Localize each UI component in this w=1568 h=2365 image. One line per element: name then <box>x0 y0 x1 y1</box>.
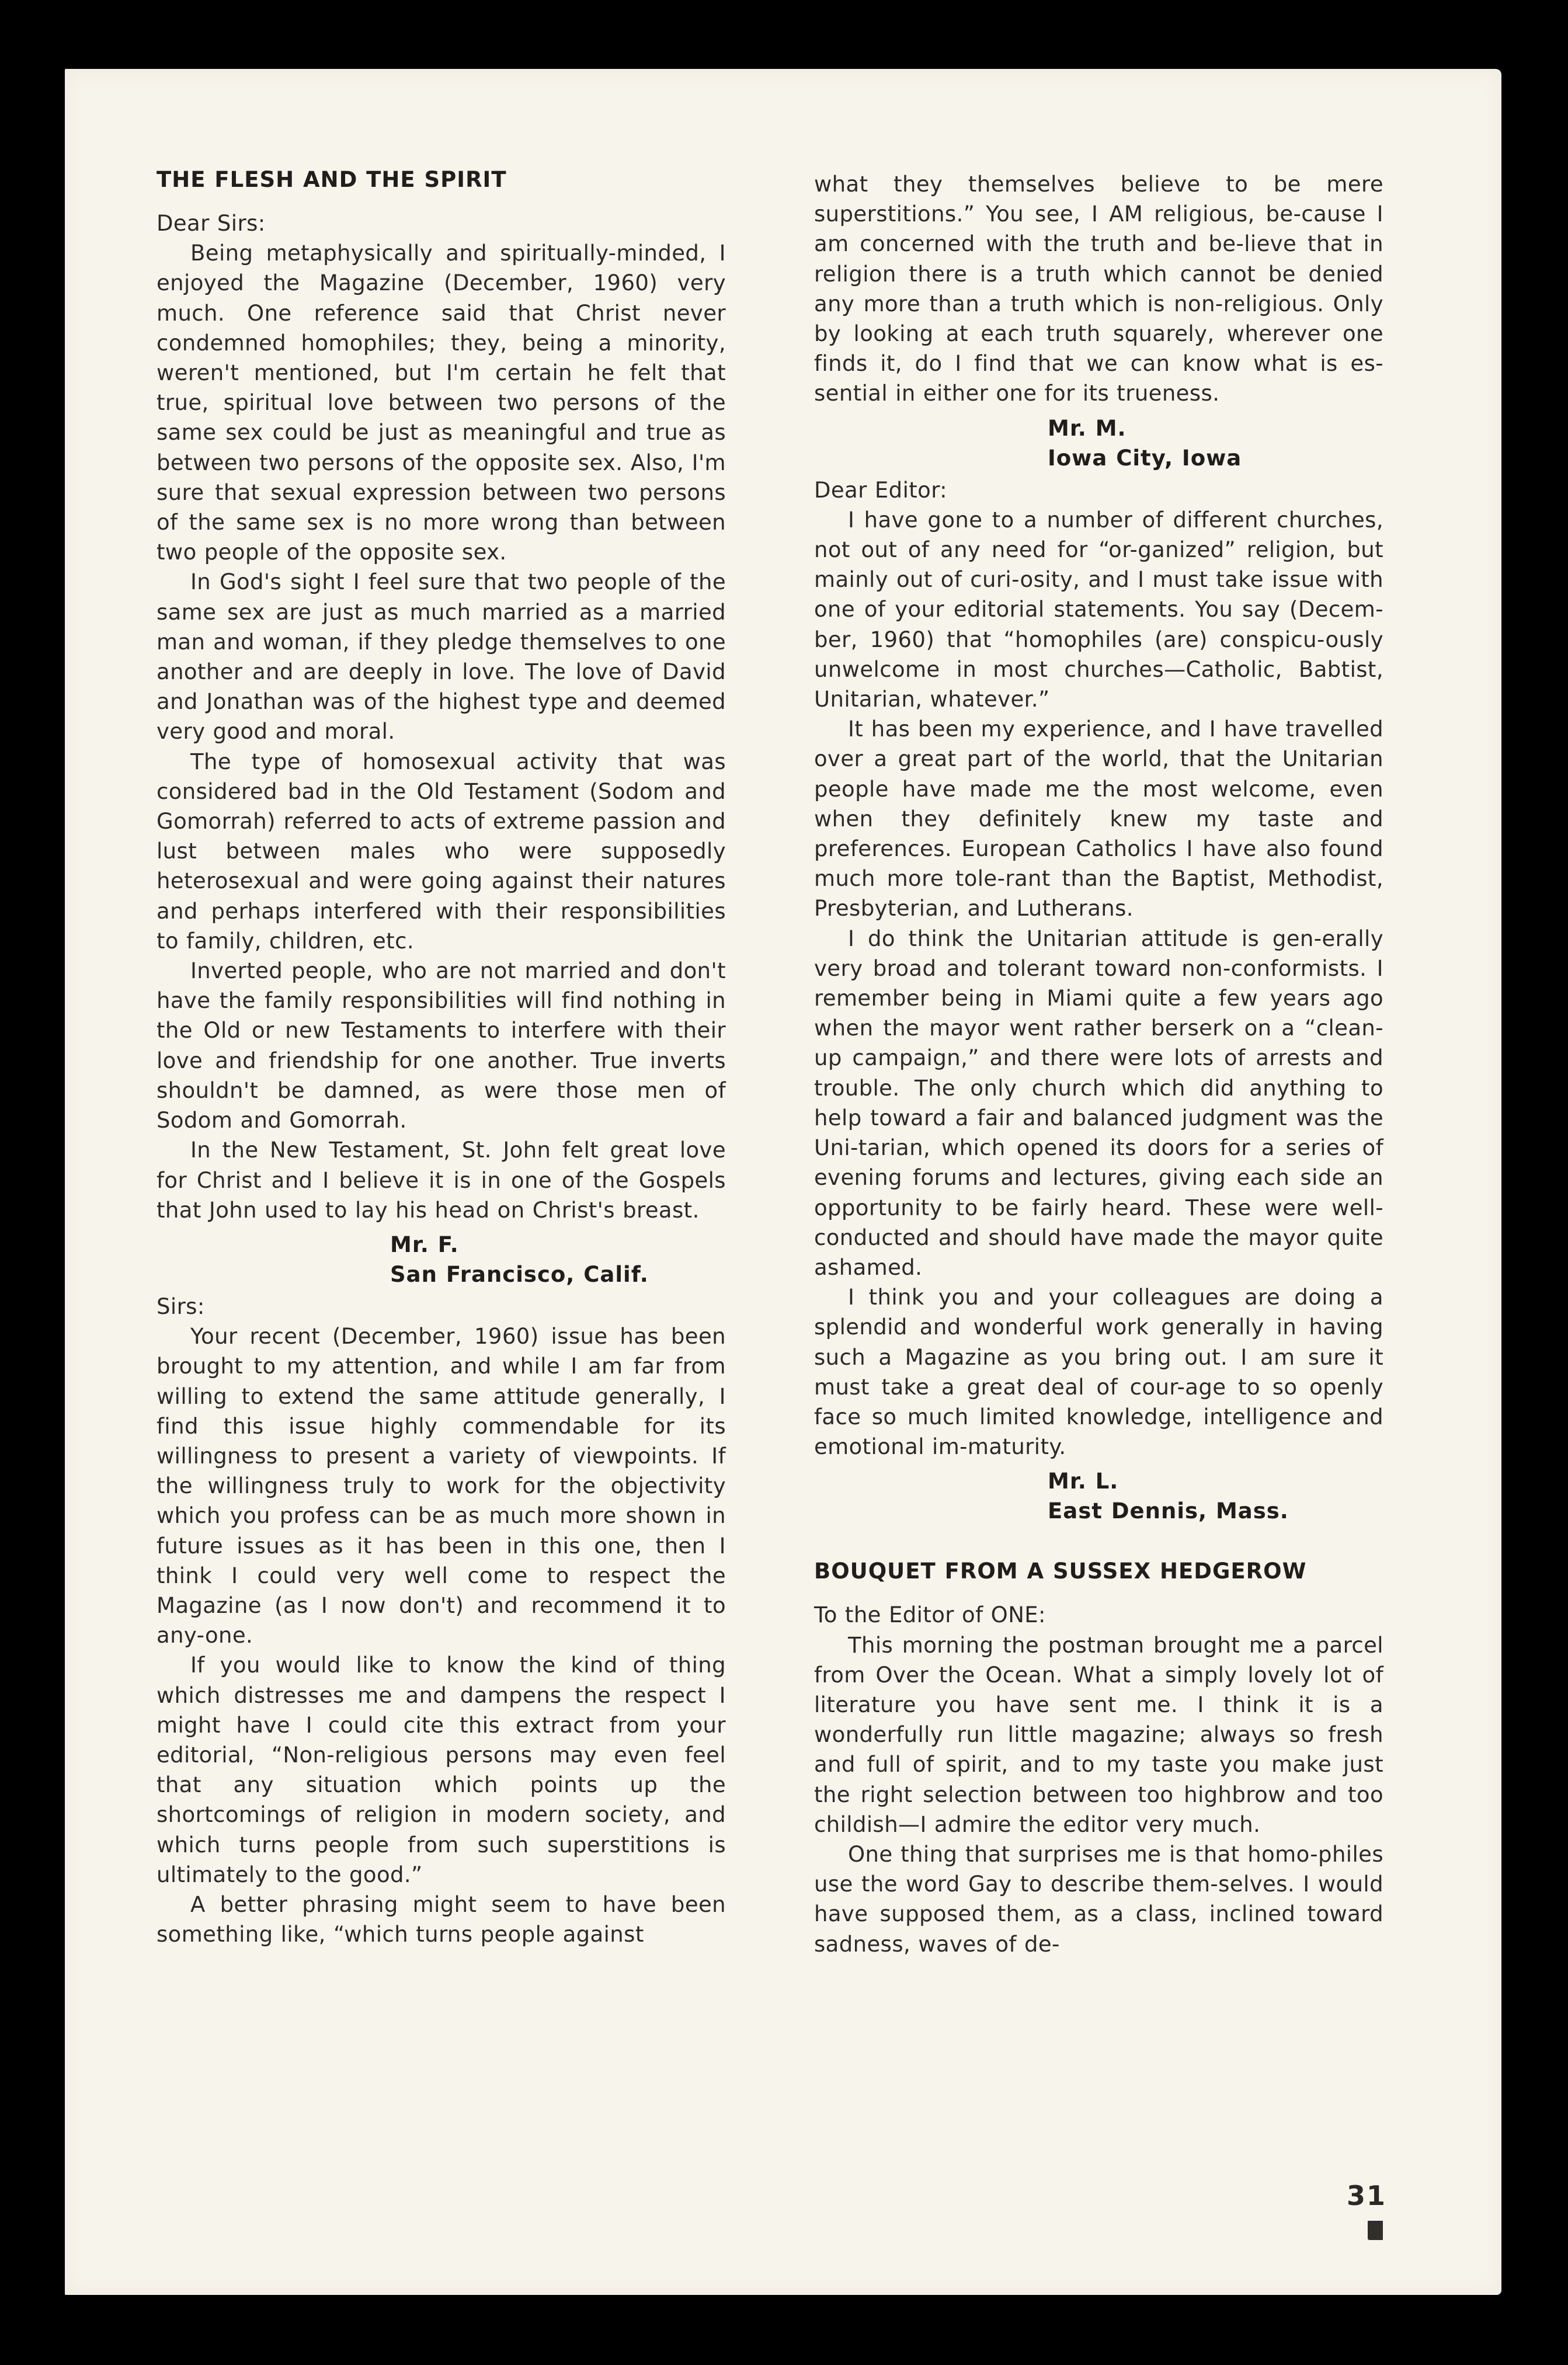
letter-salutation: Dear Editor: <box>814 477 948 503</box>
right-column <box>814 169 1383 1959</box>
letter-paragraph: In God's sight I feel sure that two people of the same sex are just as much married as a married man and woman, if they pledge themselves to one another and are deeply in love. The love of David and Jonathan was of the highest type and deemed very good and moral. <box>157 569 726 745</box>
letter-paragraph: If you would like to know the kind of thing which distresses me and dampens the respect I might have I could cite this extract from your editorial, “Non-religious persons may even feel that any situation which points up the shortcomings of religion in modern society, and which turns people from such superstitions is ultimately to the good.” <box>157 1653 726 1887</box>
signature-place: Iowa City, Iowa <box>1048 445 1242 471</box>
letter-paragraph: It has been my experience, and I have travelled over a great part of the world, that the Unitarian people have made me the most welcome, even when they definitely knew my taste and preferences. European Catholics I have also found much more tole-rant than the Baptist, Methodist, Presbyterian, and Lutherans. <box>814 717 1383 921</box>
section-heading-flesh-and-spirit: THE FLESH AND THE SPIRIT <box>157 167 507 192</box>
letter-salutation: Dear Sirs: <box>157 211 266 236</box>
letter-paragraph: I have gone to a number of different churches, not out of any need for “or-ganized” religion, but mainly out of curi-osity, and I must take issue with one of your editorial statements. You say (Decem-ber, 1960) that “homophiles (are) conspicu-ously unwelcome in most churches—Catholic, Babtist, Unitarian, whatever.” <box>814 507 1383 712</box>
letter-signature <box>814 413 1383 473</box>
letter-paragraph: Inverted people, who are not married and don't have the family responsibilities will find nothing in the Old or new Testaments to interfere with their love and friendship for one another. True inverts shouldn't be damned, as were those men of Sodom and Gomorrah. <box>157 958 726 1133</box>
letter-paragraph: I think you and your colleagues are doing a splendid and wonderful work generally in having such a Magazine as you bring out. I am sure it must take a great deal of cour-age to so openly face so much limited knowledge, intelligence and emotional im-maturity. <box>814 1285 1383 1460</box>
letter-paragraph: This morning the postman brought me a parcel from Over the Ocean. What a simply lovely lot of literature you have sent me. I think it is a wonderfully run little magazine; always so fresh and full of spirit, and to my taste you make just the right selection between too highbrow and too childish—I admire the editor very much. <box>814 1632 1383 1837</box>
section-heading-sussex-hedgerow: BOUQUET FROM A SUSSEX HEDGEROW <box>814 1559 1307 1584</box>
letter-paragraph-continued: what they themselves believe to be mere superstitions.” You see, I AM religious, be-cause I am concerned with the truth and be-lieve that in religion there is a truth which cannot be denied any more than a truth which is non-religious. Only by looking at each truth squarely, wherever one finds it, do I find that we can know what is es-sential in either one for its trueness. <box>814 172 1383 406</box>
letter-salutation: To the Editor of ONE: <box>814 1602 1046 1628</box>
signature-name: Mr. M. <box>1048 415 1127 441</box>
letter-paragraph: One thing that surprises me is that homo-philes use the word Gay to describe them-selves. I would have supposed them, as a class, inclined toward sadness, waves of de- <box>814 1841 1383 1957</box>
letter-paragraph: The type of homosexual activity that was considered bad in the Old Testament (Sodom and Gomorrah) referred to acts of extreme passion and lust between males who were supposedly heterosexual and were going against their natures and perhaps interfered with their responsibilities to family, children, etc. <box>157 749 726 954</box>
signature-name: Mr. L. <box>1048 1469 1119 1494</box>
letter-paragraph: A better phrasing might seem to have been something like, “which turns people against <box>157 1891 726 1947</box>
page-number: 31 <box>1347 2180 1387 2211</box>
letter-salutation: Sirs: <box>157 1293 205 1319</box>
letter-paragraph: Your recent (December, 1960) issue has been brought to my attention, and while I am far from willing to extend the same attitude generally, I find this issue highly commendable for its willingness to present a variety of viewpoints. If the willingness truly to work for the objectivity which you profess can be as much more shown in future issues as it has been in this one, then I think I could very well come to respect the Magazine (as I now don't) and recommend it to any-one. <box>157 1324 726 1648</box>
letter-signature <box>157 1230 726 1289</box>
signature-place: San Francisco, Calif. <box>390 1261 649 1287</box>
letter-paragraph: I do think the Unitarian attitude is gen-erally very broad and tolerant toward non-conformists. I remember being in Miami quite a few years ago when the mayor went rather berserk on a “clean-up campaign,” and there were lots of arrests and trouble. The only church which did anything to help toward a fair and balanced judgment was the Uni-tarian, which opened its doors for a series of evening forums and lectures, giving each side an opportunity to be fairly heard. These were well-conducted and should have made the mayor quite ashamed. <box>814 926 1383 1280</box>
letter-signature <box>814 1466 1383 1526</box>
end-mark-icon <box>1368 2221 1383 2240</box>
signature-name: Mr. F. <box>390 1232 459 1257</box>
letter-paragraph: In the New Testament, St. John felt great love for Christ and I believe it is in one of the Gospels that John used to lay his head on Christ's breast. <box>157 1138 726 1223</box>
left-column <box>157 165 726 1949</box>
signature-place: East Dennis, Mass. <box>1048 1498 1289 1524</box>
letter-paragraph: Being metaphysically and spiritually-minded, I enjoyed the Magazine (December, 1960) very much. One reference said that Christ never condemned homophiles; they, being a minority, weren't mentioned, but I'm certain he felt that true, spiritual love between two persons of the same sex could be just as meaningful and true as between two persons of the opposite sex. Also, I'm sure that sexual expression between two persons of the same sex is no more wrong than between two people of the opposite sex. <box>157 241 726 565</box>
